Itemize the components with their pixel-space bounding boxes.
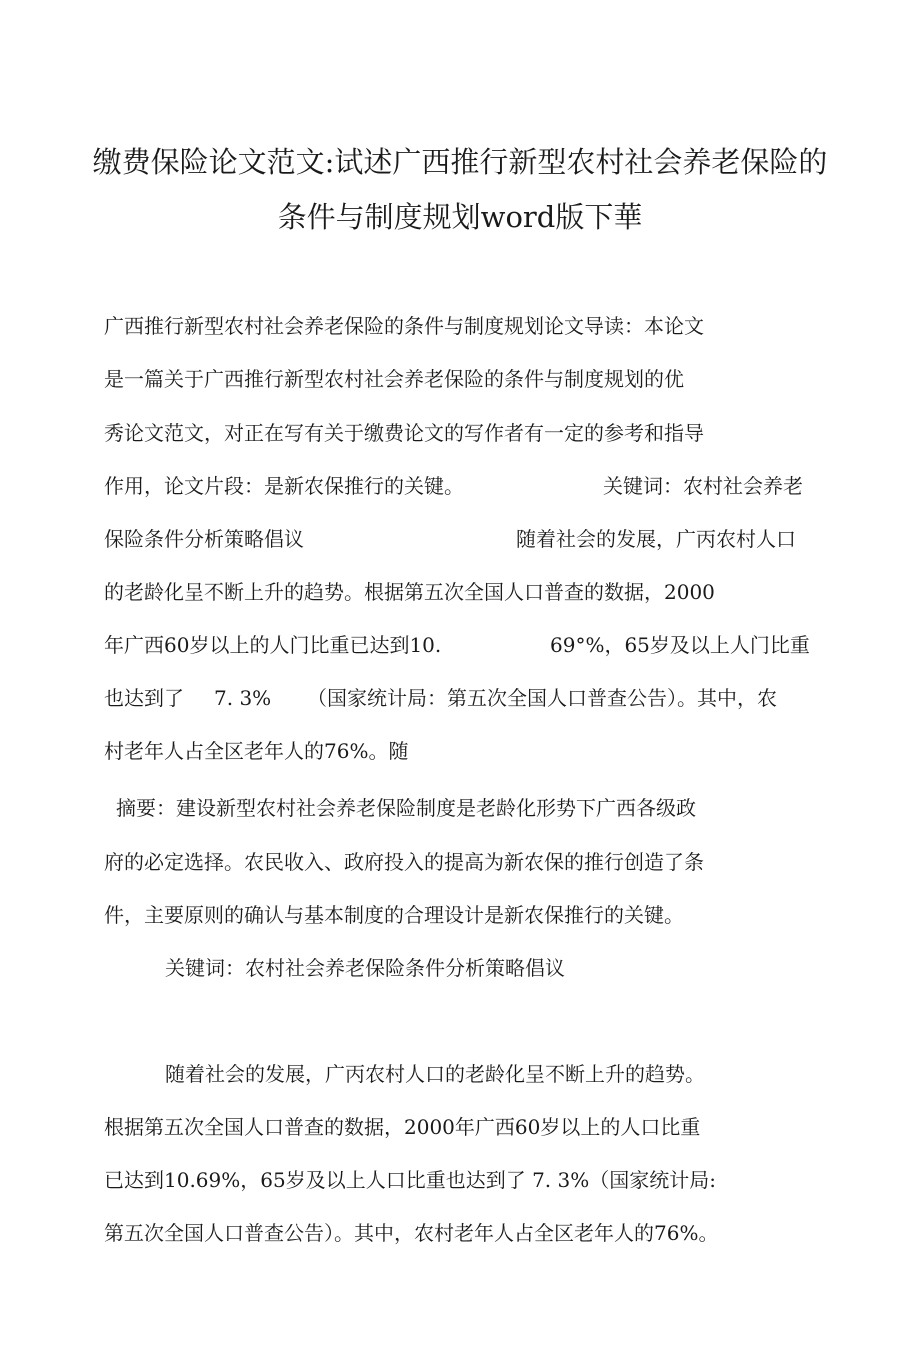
- abstract-line-2: 府的必定选择。农民收入、政府投入的提高为新农保的推行创造了条: [104, 850, 704, 874]
- body-line-1: 随着社会的发展，广丙农村人口的老龄化呈不断上升的趋势。: [165, 1062, 705, 1086]
- intro-line-5b: 随着社会的发展，广丙农村人口: [516, 527, 796, 551]
- intro-line-5a: 保险条件分析策略倡议: [104, 527, 304, 551]
- keywords-line: 关键词：农村社会养老保险条件分析策略倡议: [165, 956, 565, 980]
- abstract-line-3: 件，主要原则的确认与基本制度的合理设计是新农保推行的关键。: [104, 903, 684, 927]
- body-line-2: 根据第五次全国人口普查的数据，2000年广西60岁以上的人口比重: [104, 1115, 701, 1139]
- body-line-4: 第五次全国人口普查公告）。其中，农村老年人占全区老年人的76%。: [104, 1221, 719, 1245]
- intro-line-1: 广西推行新型农村社会养老保险的条件与制度规划论文导读：本论文: [104, 314, 704, 338]
- title-line-2: 条件与制度规划word版下華: [277, 200, 643, 234]
- intro-line-4b: 关键词：农村社会养老: [603, 474, 803, 498]
- intro-line-6: 的老龄化呈不断上升的趋势。根据第五次全国人口普查的数据，2000: [104, 580, 715, 604]
- intro-line-9: 村老年人占全区老年人的76%。随: [104, 739, 409, 763]
- abstract-line-1: 摘要：建设新型农村社会养老保险制度是老龄化形势下广西各级政: [116, 796, 696, 820]
- intro-line-7b: 69°%，65岁及以上人门比重: [550, 633, 810, 657]
- intro-line-8c: （国家统计局：第五次全国人口普查公告）。其中，农: [307, 686, 777, 710]
- intro-line-8b: 7. 3%: [214, 686, 272, 710]
- intro-line-4a: 作用，论文片段：是新农保推行的关键。: [104, 474, 464, 498]
- intro-line-8a: 也达到了: [104, 686, 184, 710]
- intro-line-7a: 年广西60岁以上的人门比重已达到10.: [104, 633, 442, 657]
- title-line-1: 缴费保险论文范文:试述广西推行新型农村社会养老保险的: [92, 145, 828, 179]
- intro-line-3: 秀论文范文，对正在写有关于缴费论文的写作者有一定的参考和指导: [104, 421, 704, 445]
- body-line-3: 已达到10.69%，65岁及以上人口比重也达到了 7. 3%（国家统计局:: [104, 1168, 716, 1192]
- intro-line-2: 是一篇关于广西推行新型农村社会养老保险的条件与制度规划的优: [104, 367, 684, 391]
